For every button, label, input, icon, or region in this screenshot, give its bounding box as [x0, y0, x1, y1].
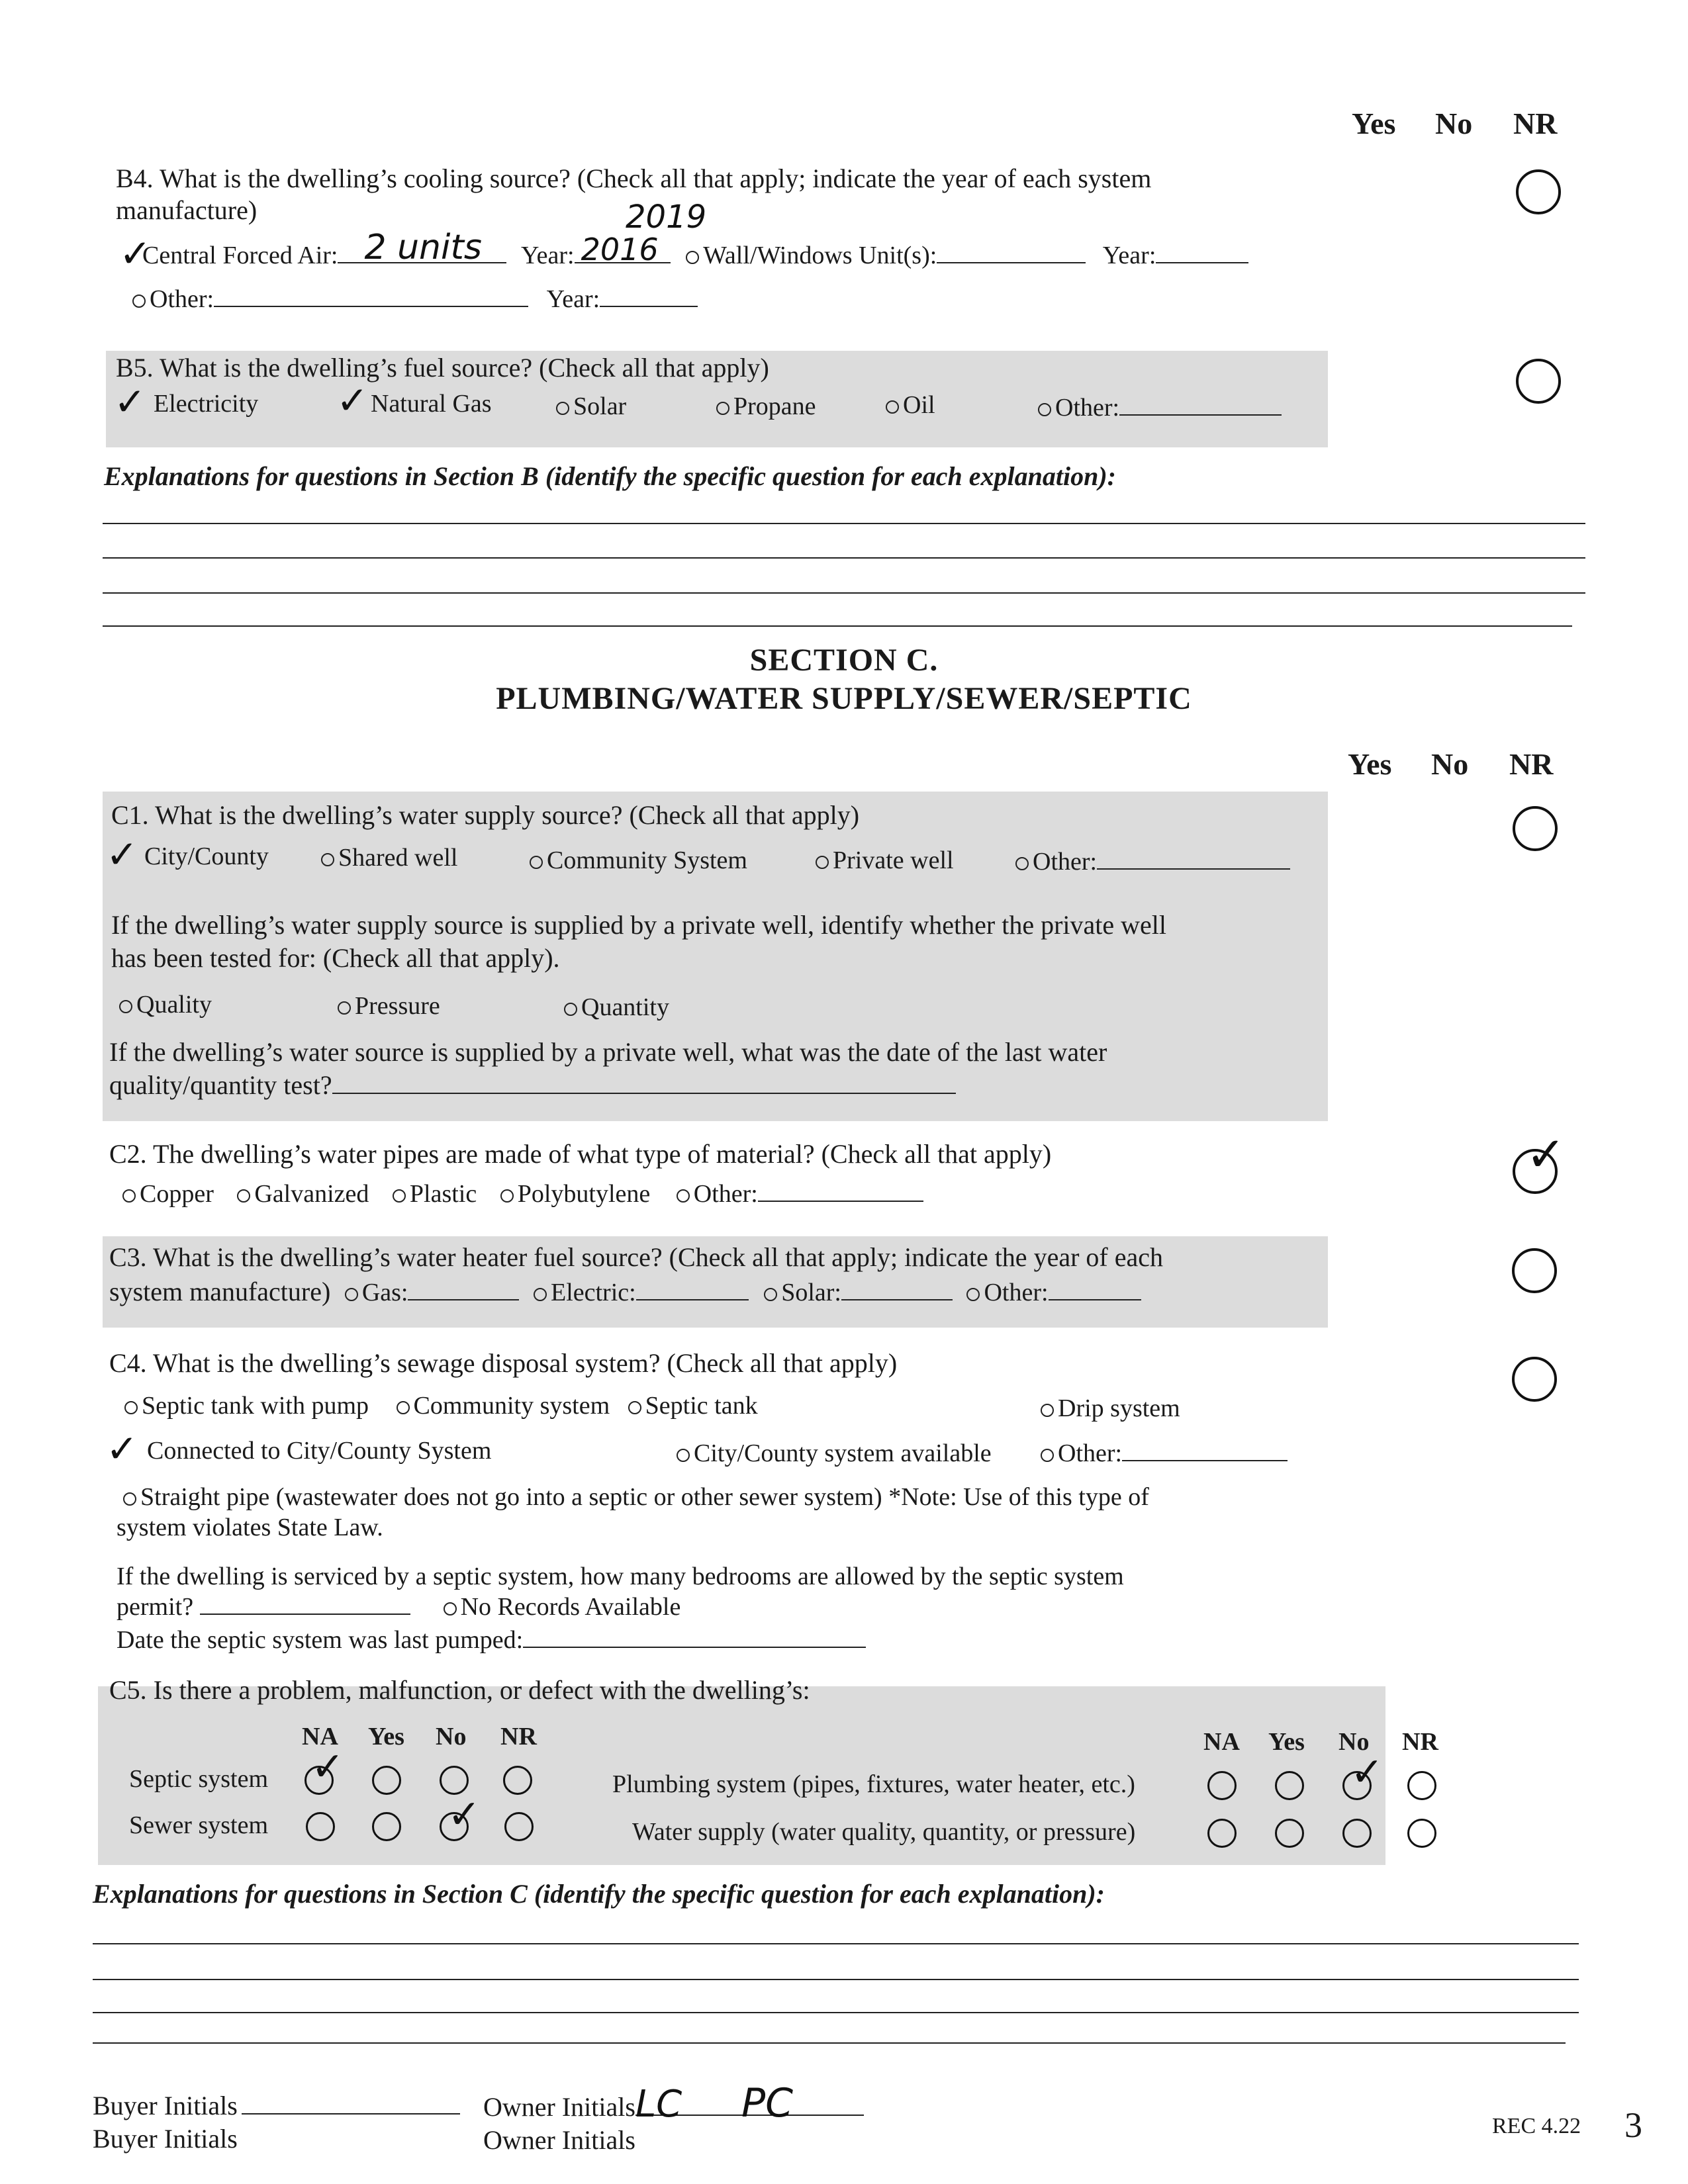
- header-yes: Yes: [1352, 107, 1396, 140]
- c5-right-col-yes: Yes: [1268, 1728, 1305, 1756]
- b4-central-check: ✓: [119, 231, 152, 276]
- c5-water-label: Water supply (water quality, quantity, or pressure): [632, 1818, 1136, 1846]
- c1-other-label: Other:: [1033, 848, 1098, 876]
- c4-septic-tank-label[interactable]: Septic tank: [645, 1392, 758, 1420]
- b5-oil-radio[interactable]: [886, 400, 899, 414]
- c4-connected-check: ✓: [106, 1426, 138, 1471]
- b4-wall-label: Wall/Windows Unit(s):: [703, 242, 937, 269]
- b4-year-label: Year:: [520, 242, 575, 269]
- c4-septic-tank-radio[interactable]: [628, 1401, 641, 1414]
- c1-nr-circle[interactable]: [1513, 806, 1558, 851]
- explain-c-line-2[interactable]: [93, 1979, 1579, 1980]
- explain-b-line-3[interactable]: [103, 592, 1585, 594]
- c4-available-radio[interactable]: [677, 1449, 690, 1462]
- b5-oil-label: Oil: [903, 391, 935, 419]
- c5-septic-label: Septic system: [129, 1765, 269, 1793]
- c4-other-field[interactable]: [1122, 1440, 1288, 1461]
- b4-year3-field[interactable]: [600, 286, 698, 307]
- c5-right-col-na: NA: [1203, 1728, 1240, 1756]
- c4-norecords-label[interactable]: No Records Available: [460, 1593, 681, 1621]
- c1-date-field[interactable]: [332, 1073, 956, 1094]
- b4-year-note: 2019: [626, 199, 707, 236]
- c1-test-pressure[interactable]: [338, 991, 440, 1021]
- c1-test-quality[interactable]: [119, 990, 212, 1019]
- c3-solar-label: Solar:: [781, 1279, 841, 1306]
- c5-left-col-yes: Yes: [368, 1723, 404, 1751]
- explain-c-line-4[interactable]: [93, 2042, 1566, 2044]
- buyer-initials: [93, 2090, 460, 2121]
- c1-other-radio[interactable]: [1015, 857, 1029, 870]
- c4-other[interactable]: [1041, 1439, 1288, 1468]
- c4-straight-label: Straight pipe (wastewater does not go into a septic or other sewer system) *Note: Use of this type of: [140, 1483, 1149, 1511]
- owner-sig-1: LC: [635, 2083, 682, 2126]
- c1-shared-label: Shared well: [338, 844, 458, 872]
- owner-initials-2: Owner Initials: [483, 2125, 635, 2155]
- c5-plumbing-yes[interactable]: [1275, 1771, 1304, 1800]
- c5-left-col-na: NA: [302, 1723, 338, 1751]
- b4-row1: [142, 228, 1248, 270]
- c2-other-field[interactable]: [758, 1181, 923, 1202]
- c4-question: C4. What is the dwelling’s sewage disposal system? (Check all that apply): [109, 1348, 898, 1378]
- b4-year-value: 2016: [581, 232, 659, 267]
- c4-pumped: [117, 1625, 866, 1655]
- c1-shared-well[interactable]: [321, 843, 457, 872]
- b5-propane-label: Propane: [733, 392, 816, 420]
- b4-other-radio[interactable]: [132, 295, 146, 308]
- buyer-initials-label: Buyer Initials: [93, 2091, 238, 2120]
- c5-left-col-nr: NR: [500, 1723, 537, 1751]
- explain-b-line-1[interactable]: [103, 523, 1585, 524]
- b5-nr-circle[interactable]: [1516, 359, 1561, 404]
- c4-septic-pump-label[interactable]: Septic tank with pump: [142, 1392, 369, 1420]
- c2-plastic-label[interactable]: Plastic: [409, 1180, 477, 1208]
- page-number: 3: [1624, 2105, 1642, 2145]
- c1-test-quantity[interactable]: [564, 993, 669, 1022]
- c5-water-nr[interactable]: [1407, 1819, 1436, 1848]
- c1-community-label: Community System: [547, 846, 747, 874]
- c3-solar-radio[interactable]: [764, 1288, 777, 1301]
- explain-b-line-4[interactable]: [103, 625, 1572, 627]
- c1-private-well[interactable]: [816, 846, 954, 875]
- c5-water-no[interactable]: [1342, 1819, 1372, 1848]
- c1-date-line1: If the dwelling’s water source is supplied by a private well, what was the date of the last water: [109, 1037, 1107, 1067]
- c4-drip[interactable]: [1041, 1394, 1180, 1423]
- b5-naturalgas-check: ✓: [336, 378, 369, 423]
- c1-well-line1: If the dwelling’s water supply source is supplied by a private well, identify whether the private well: [111, 910, 1167, 940]
- b4-wall-field[interactable]: [937, 242, 1086, 263]
- b4-year-field[interactable]: [575, 232, 671, 267]
- c4-septic1: If the dwelling is serviced by a septic system, how many bedrooms are allowed by the septic system: [117, 1563, 1124, 1590]
- c1-quality-label: Quality: [136, 991, 212, 1019]
- c4-community-radio[interactable]: [397, 1401, 410, 1414]
- form-code: REC 4.22: [1492, 2114, 1581, 2138]
- explain-b-line-2[interactable]: [103, 557, 1585, 559]
- c1-pressure-label: Pressure: [355, 992, 440, 1020]
- c1-community[interactable]: [530, 846, 747, 875]
- b4-nr-circle[interactable]: [1516, 169, 1561, 214]
- c5-septic-nr[interactable]: [503, 1766, 532, 1795]
- c3-other-radio[interactable]: [966, 1288, 980, 1301]
- c4-norecords-radio[interactable]: [444, 1602, 457, 1615]
- c1-community-radio[interactable]: [530, 856, 543, 869]
- c4-straight-radio[interactable]: [123, 1492, 136, 1506]
- b5-other-field[interactable]: [1119, 394, 1282, 416]
- c3-line2-label: system manufacture): [109, 1277, 331, 1306]
- c2-plastic-radio[interactable]: [393, 1189, 406, 1203]
- c1-private-label: Private well: [833, 846, 954, 874]
- c1-citycounty-check: ✓: [106, 832, 138, 877]
- c3-solar-field[interactable]: [841, 1279, 953, 1300]
- c5-sewer-na[interactable]: [306, 1812, 335, 1841]
- b5-other[interactable]: [1038, 393, 1282, 422]
- b5-electricity[interactable]: Electricity: [154, 390, 259, 418]
- c5-septic-yes[interactable]: [372, 1766, 401, 1795]
- c4-septic-pump-radio[interactable]: [124, 1401, 138, 1414]
- c1-city-county[interactable]: City/County: [144, 842, 269, 870]
- header-nr: NR: [1513, 107, 1558, 140]
- c4-drip-label: Drip system: [1058, 1394, 1180, 1422]
- b5-solar-label: Solar: [573, 392, 627, 420]
- c1-well-line2: has been tested for: (Check all that apply).: [111, 943, 560, 973]
- b4-year2-field[interactable]: [1156, 242, 1248, 263]
- c3-other-label: Other:: [984, 1279, 1049, 1306]
- b5-natural-gas[interactable]: Natural Gas: [371, 390, 492, 418]
- b5-solar-radio[interactable]: [556, 402, 569, 415]
- c1-quantity-label: Quantity: [581, 993, 669, 1021]
- c4-drip-radio[interactable]: [1041, 1404, 1054, 1417]
- c5-left-col-no: No: [436, 1723, 467, 1751]
- c4-available-label: City/County system available: [694, 1439, 992, 1467]
- c4-other-radio[interactable]: [1041, 1449, 1054, 1462]
- buyer-initials-2: Buyer Initials: [93, 2124, 238, 2154]
- c-header-yes: Yes: [1348, 747, 1392, 781]
- b5-other-label: Other:: [1055, 394, 1120, 422]
- b4-central-field[interactable]: [338, 228, 506, 267]
- c4-permit-field[interactable]: [200, 1594, 410, 1615]
- owner-initials: [483, 2080, 864, 2126]
- c3-question: C3. What is the dwelling’s water heater fuel source? (Check all that apply; indicate the year of each: [109, 1242, 1163, 1272]
- c5-sewer-label: Sewer system: [129, 1811, 269, 1839]
- b5-other-radio[interactable]: [1038, 403, 1051, 416]
- c5-water-na[interactable]: [1207, 1819, 1237, 1848]
- header-no: No: [1435, 107, 1473, 140]
- c5-plumbing-nr[interactable]: [1407, 1771, 1436, 1800]
- c4-available[interactable]: [677, 1439, 992, 1468]
- c-header-no: No: [1431, 747, 1469, 781]
- b5-question: B5. What is the dwelling’s fuel source? (Check all that apply): [116, 353, 769, 383]
- c5-sewer-no-check: ✓: [447, 1792, 481, 1838]
- c1-quantity-radio[interactable]: [564, 1003, 577, 1016]
- b4-central-label: Central Forced Air:: [142, 242, 338, 269]
- b5-electricity-check: ✓: [114, 379, 146, 424]
- b4-year2-label: Year:: [1102, 242, 1156, 269]
- c4-permit-label: permit?: [117, 1593, 194, 1621]
- c2-galvanized-radio[interactable]: [237, 1189, 250, 1203]
- c3-electric-field[interactable]: [636, 1279, 749, 1300]
- c2-other-radio[interactable]: [677, 1189, 690, 1203]
- c1-date-label: quality/quantity test?: [109, 1070, 332, 1100]
- c2-options: [122, 1179, 923, 1208]
- c3-line2: [109, 1276, 1141, 1307]
- c4-other-label: Other:: [1058, 1439, 1123, 1467]
- c2-polybutylene-radio[interactable]: [500, 1189, 514, 1203]
- buyer-initials-field[interactable]: [242, 2093, 460, 2115]
- explain-b-heading: Explanations for questions in Section B (identify the specific question for each explanation):: [104, 461, 1116, 491]
- c4-straight1[interactable]: [123, 1482, 1149, 1512]
- b4-question: B4. What is the dwelling’s cooling source? (Check all that apply; indicate the year of each system: [116, 163, 1152, 193]
- c2-galvanized-label[interactable]: Galvanized: [254, 1180, 369, 1208]
- b5-propane-radio[interactable]: [716, 402, 729, 415]
- c-header-nr: NR: [1509, 747, 1554, 781]
- c1-date-line2: [109, 1069, 956, 1101]
- c2-nr-check: ✓: [1526, 1126, 1566, 1182]
- c3-nr-circle[interactable]: [1512, 1248, 1557, 1293]
- owner-initials-label: Owner Initials: [483, 2092, 635, 2122]
- c3-electric-radio[interactable]: [534, 1288, 547, 1301]
- b4-year3-label: Year:: [546, 285, 600, 313]
- c4-pumped-field[interactable]: [523, 1627, 866, 1648]
- section-c-title: SECTION C.: [749, 643, 939, 678]
- b5-oil[interactable]: [886, 390, 935, 420]
- c1-other[interactable]: [1015, 847, 1290, 876]
- b5-solar[interactable]: [556, 392, 626, 421]
- c5-water-yes[interactable]: [1275, 1819, 1304, 1848]
- b4-central-value: 2 units: [364, 228, 482, 267]
- section-c-subtitle: PLUMBING/WATER SUPPLY/SEWER/SEPTIC: [496, 681, 1192, 716]
- c5-plumbing-na[interactable]: [1207, 1771, 1237, 1800]
- b4-row2: [132, 285, 698, 314]
- b4-wall-radio[interactable]: [686, 251, 699, 264]
- c4-nr-circle[interactable]: [1512, 1357, 1557, 1402]
- c5-right-col-no: No: [1338, 1728, 1370, 1756]
- owner-initials-field[interactable]: [635, 2080, 864, 2126]
- c3-gas-radio[interactable]: [345, 1288, 358, 1301]
- c4-community-label[interactable]: Community system: [413, 1392, 610, 1420]
- c3-gas-label: Gas:: [361, 1279, 408, 1306]
- b5-propane[interactable]: [716, 392, 816, 421]
- c5-sewer-yes[interactable]: [372, 1812, 401, 1841]
- c5-septic-na-check: ✓: [311, 1744, 345, 1790]
- c4-straight2: system violates State Law.: [117, 1514, 383, 1541]
- c3-electric-label: Electric:: [550, 1279, 636, 1306]
- c5-plumbing-label: Plumbing system (pipes, fixtures, water heater, etc.): [612, 1770, 1135, 1798]
- c1-quality-radio[interactable]: [119, 1000, 132, 1013]
- explain-c-heading: Explanations for questions in Section C (identify the specific question for each explanation):: [93, 1879, 1105, 1909]
- c5-sewer-nr[interactable]: [504, 1812, 534, 1841]
- c4-connected[interactable]: Connected to City/County System: [147, 1437, 492, 1465]
- c2-other-label[interactable]: Other:: [693, 1180, 758, 1208]
- c1-question: C1. What is the dwelling’s water supply source? (Check all that apply): [111, 800, 860, 830]
- b4-question-cont: manufacture): [116, 195, 258, 225]
- c1-shared-radio[interactable]: [321, 853, 334, 866]
- c4-septic2: [117, 1592, 680, 1621]
- explain-c-line-1[interactable]: [93, 1943, 1579, 1944]
- c4-pumped-label: Date the septic system was last pumped:: [117, 1626, 524, 1654]
- b4-other-field[interactable]: [214, 286, 528, 307]
- c1-pressure-radio[interactable]: [338, 1001, 351, 1015]
- c5-septic-no[interactable]: [440, 1766, 469, 1795]
- c2-copper-label[interactable]: Copper: [140, 1180, 214, 1208]
- c4-row1-a: [124, 1391, 758, 1420]
- b4-other-label: Other:: [150, 285, 214, 313]
- c1-other-field[interactable]: [1097, 848, 1290, 870]
- c2-polybutylene-label[interactable]: Polybutylene: [517, 1180, 651, 1208]
- c5-right-col-nr: NR: [1402, 1728, 1438, 1756]
- c2-question: C2. The dwelling’s water pipes are made of what type of material? (Check all that apply): [109, 1139, 1052, 1169]
- c1-private-radio[interactable]: [816, 856, 829, 869]
- c3-other-field[interactable]: [1049, 1279, 1141, 1300]
- c2-copper-radio[interactable]: [122, 1189, 136, 1203]
- c5-question: C5. Is there a problem, malfunction, or defect with the dwelling’s:: [109, 1675, 810, 1705]
- explain-c-line-3[interactable]: [93, 2012, 1579, 2013]
- c5-plumbing-no-check: ✓: [1350, 1749, 1384, 1796]
- c3-gas-field[interactable]: [408, 1279, 519, 1300]
- owner-sig-2: PC: [741, 2080, 794, 2126]
